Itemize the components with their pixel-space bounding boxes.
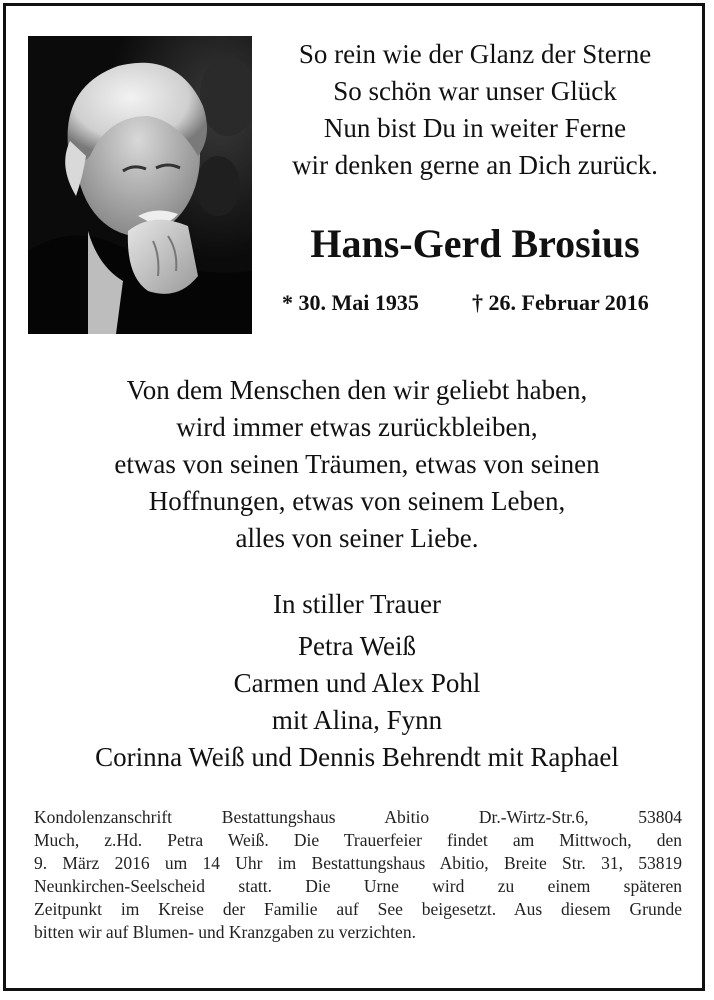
notice-line: Neunkirchen-Seelscheid statt. Die Urne wird zu einem späteren xyxy=(34,876,682,896)
poem-line: So schön war unser Glück xyxy=(333,76,617,106)
poem xyxy=(260,36,690,184)
quote-line: alles von seiner Liebe. xyxy=(235,523,479,553)
deceased-name: Hans-Gerd Brosius xyxy=(310,221,640,266)
notice-line: Zeitpunkt im Kreise der Familie auf See beigesetzt. Aus diesem Grunde xyxy=(34,899,682,919)
poem-line: wir denken gerne an Dich zurück. xyxy=(292,150,658,180)
mourner-name: Petra Weiß xyxy=(297,631,417,661)
quote-line: Hoffnungen, etwas von seinem Leben, xyxy=(148,486,566,516)
quote-line: Von dem Menschen den wir geliebt haben, xyxy=(126,375,588,405)
mourner-name: Corinna Weiß und Dennis Behrendt mit Raphael xyxy=(95,742,619,772)
funeral-notice xyxy=(34,806,682,944)
portrait-photo xyxy=(28,36,252,334)
notice-line: Kondolenzanschrift Bestattungshaus Abitio Dr.-Wirtz-Str.6, 53804 xyxy=(34,807,682,827)
notice-line: Much, z.Hd. Petra Weiß. Die Trauerfeier findet am Mittwoch, den xyxy=(34,830,682,850)
mourners xyxy=(6,586,708,776)
obituary-card xyxy=(3,3,705,991)
notice-line: 9. März 2016 um 14 Uhr im Bestattungshaus Abitio, Breite Str. 31, 53819 xyxy=(34,853,682,873)
birth-date: * 30. Mai 1935 xyxy=(282,290,419,315)
quote-line: etwas von seinen Träumen, etwas von seinen xyxy=(114,449,600,479)
mourner-name: Carmen und Alex Pohl xyxy=(233,668,481,698)
mourner-name: mit Alina, Fynn xyxy=(271,705,443,735)
quote-line: wird immer etwas zurückbleiben, xyxy=(176,412,538,442)
mourners-heading: In stiller Trauer xyxy=(273,589,441,619)
poem-line: So rein wie der Glanz der Sterne xyxy=(298,39,652,69)
death-date: † 26. Februar 2016 xyxy=(472,290,649,315)
poem-line: Nun bist Du in weiter Ferne xyxy=(323,113,627,143)
memorial-quote xyxy=(6,372,708,557)
notice-line: bitten wir auf Blumen- und Kranzgaben zu verzichten. xyxy=(34,922,416,942)
